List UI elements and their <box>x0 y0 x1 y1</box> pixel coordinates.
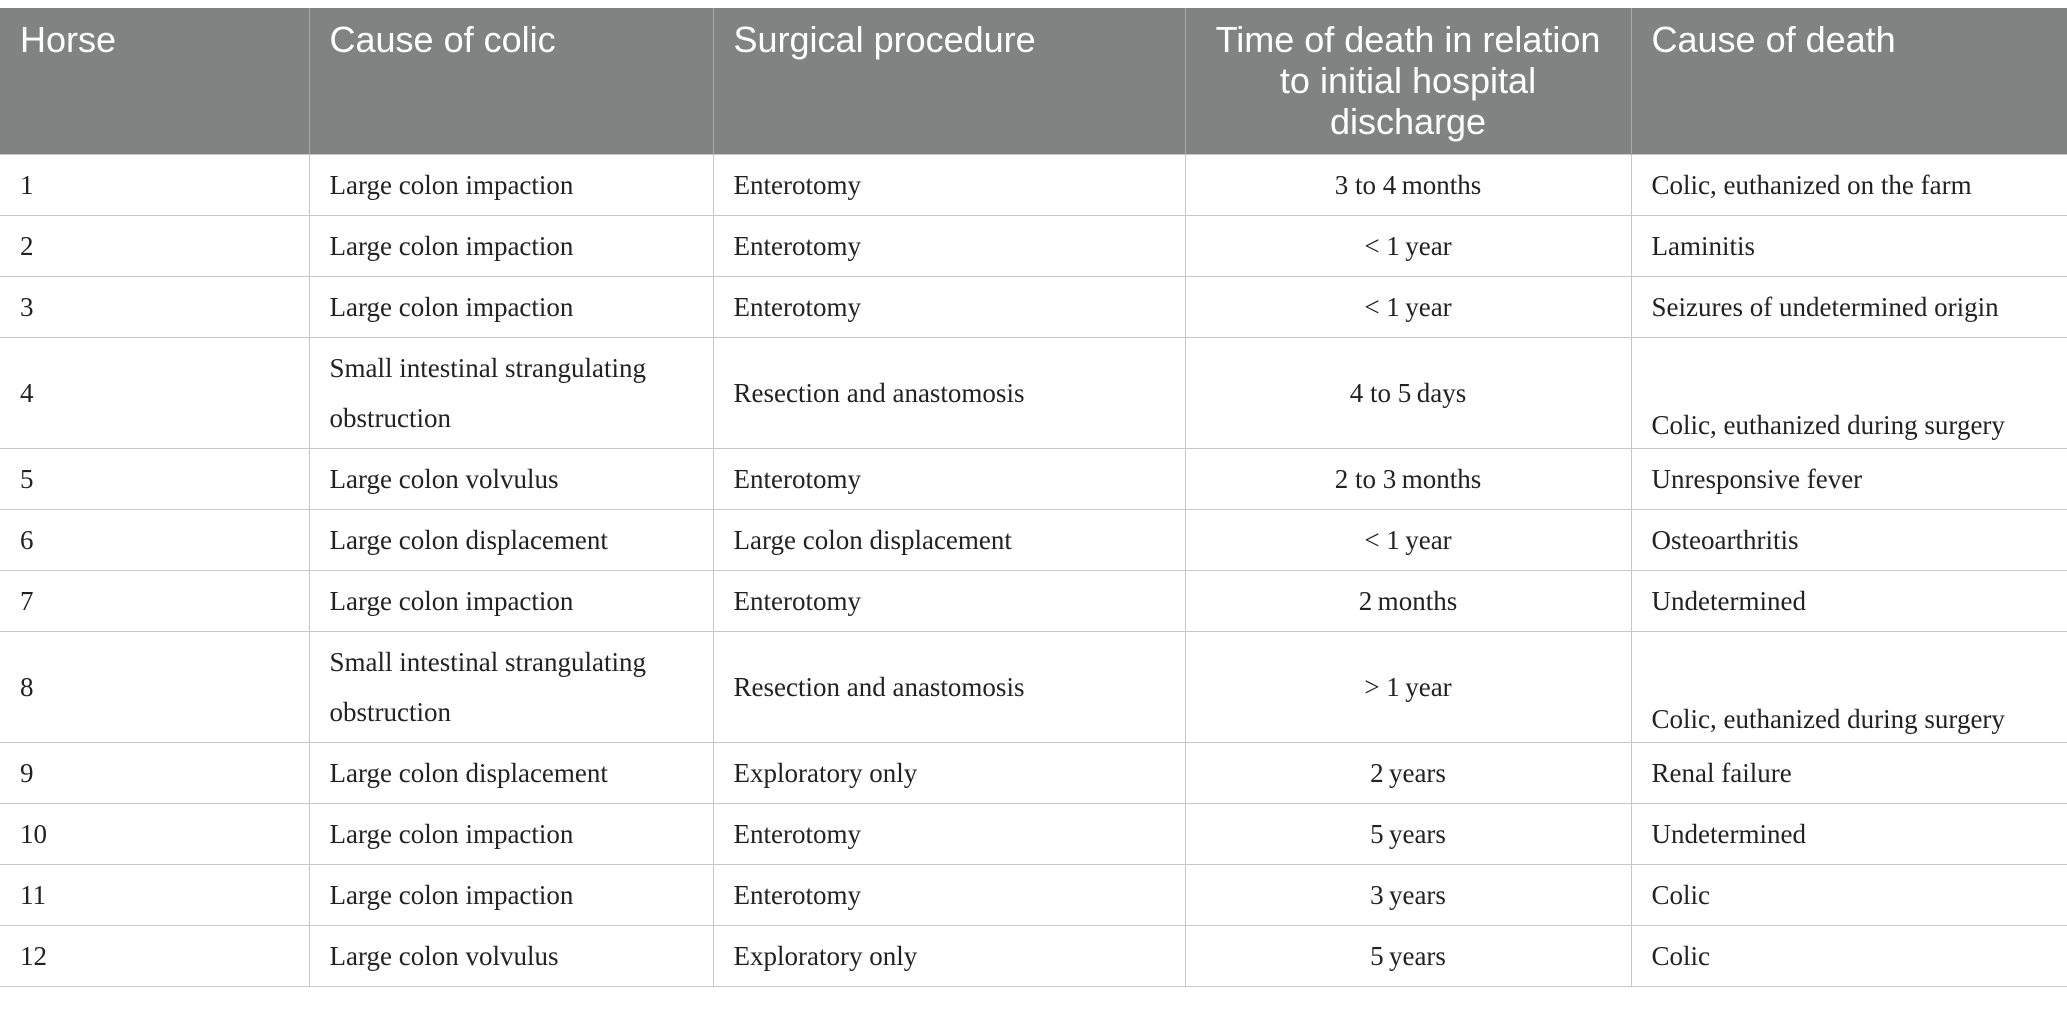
table-row <box>0 510 2067 571</box>
cell-surgical-procedure: Resection and anastomosis <box>713 632 1185 743</box>
cell-time-of-death: 3 to 4 months <box>1185 155 1631 216</box>
table-row <box>0 571 2067 632</box>
cell-horse: 9 <box>0 743 309 804</box>
cell-cause-of-colic: Large colon impaction <box>309 571 713 632</box>
cell-horse: 4 <box>0 338 309 449</box>
cell-cause-of-colic: Large colon displacement <box>309 510 713 571</box>
cell-cause-of-colic: Large colon volvulus <box>309 449 713 510</box>
cell-time-of-death: < 1 year <box>1185 216 1631 277</box>
table-row <box>0 338 2067 449</box>
table-row <box>0 155 2067 216</box>
cell-time-of-death: < 1 year <box>1185 510 1631 571</box>
cell-time-of-death: 3 years <box>1185 865 1631 926</box>
cell-time-of-death: 4 to 5 days <box>1185 338 1631 449</box>
cell-cause-of-colic: Large colon volvulus <box>309 926 713 987</box>
cell-cause-of-colic: Large colon displacement <box>309 743 713 804</box>
table-body <box>0 155 2067 987</box>
cell-cause-of-death: Colic <box>1631 926 2067 987</box>
cell-horse: 6 <box>0 510 309 571</box>
table-row <box>0 743 2067 804</box>
cell-horse: 10 <box>0 804 309 865</box>
cell-horse: 11 <box>0 865 309 926</box>
header-cause-of-colic: Cause of colic <box>309 8 713 155</box>
cell-time-of-death: 5 years <box>1185 926 1631 987</box>
cell-time-of-death: 2 months <box>1185 571 1631 632</box>
cell-time-of-death: 5 years <box>1185 804 1631 865</box>
cell-surgical-procedure: Enterotomy <box>713 571 1185 632</box>
header-time-of-death: Time of death in relation to initial hospital discharge <box>1185 8 1631 155</box>
cell-horse: 5 <box>0 449 309 510</box>
cell-surgical-procedure: Enterotomy <box>713 865 1185 926</box>
table-row <box>0 632 2067 743</box>
table-row <box>0 216 2067 277</box>
cell-cause-of-colic: Large colon impaction <box>309 865 713 926</box>
cell-cause-of-death: Osteoarthritis <box>1631 510 2067 571</box>
cell-horse: 2 <box>0 216 309 277</box>
cell-time-of-death: > 1 year <box>1185 632 1631 743</box>
cell-horse: 12 <box>0 926 309 987</box>
cell-cause-of-death: Colic, euthanized on the farm <box>1631 155 2067 216</box>
cell-cause-of-death: Unresponsive fever <box>1631 449 2067 510</box>
header-cause-of-death: Cause of death <box>1631 8 2067 155</box>
cell-horse: 3 <box>0 277 309 338</box>
horse-mortality-table <box>0 8 2067 987</box>
cell-cause-of-death: Colic, euthanized during surgery <box>1631 632 2067 743</box>
cell-cause-of-death: Undetermined <box>1631 571 2067 632</box>
cell-cause-of-colic: Small intestinal strangulating obstruction <box>309 632 713 743</box>
cell-surgical-procedure: Exploratory only <box>713 743 1185 804</box>
table-header <box>0 8 2067 155</box>
cell-surgical-procedure: Large colon displacement <box>713 510 1185 571</box>
cell-horse: 7 <box>0 571 309 632</box>
cell-surgical-procedure: Enterotomy <box>713 155 1185 216</box>
cell-surgical-procedure: Resection and anastomosis <box>713 338 1185 449</box>
header-horse: Horse <box>0 8 309 155</box>
cell-cause-of-death: Colic, euthanized during surgery <box>1631 338 2067 449</box>
cell-surgical-procedure: Enterotomy <box>713 449 1185 510</box>
cell-cause-of-colic: Large colon impaction <box>309 277 713 338</box>
cell-cause-of-death: Seizures of undetermined origin <box>1631 277 2067 338</box>
cell-horse: 1 <box>0 155 309 216</box>
cell-surgical-procedure: Enterotomy <box>713 216 1185 277</box>
cell-cause-of-death: Colic <box>1631 865 2067 926</box>
header-row <box>0 8 2067 155</box>
table-row <box>0 865 2067 926</box>
table-row <box>0 926 2067 987</box>
cell-cause-of-death: Laminitis <box>1631 216 2067 277</box>
cell-surgical-procedure: Enterotomy <box>713 804 1185 865</box>
cell-surgical-procedure: Exploratory only <box>713 926 1185 987</box>
cell-time-of-death: 2 years <box>1185 743 1631 804</box>
cell-cause-of-colic: Large colon impaction <box>309 155 713 216</box>
cell-time-of-death: 2 to 3 months <box>1185 449 1631 510</box>
cell-time-of-death: < 1 year <box>1185 277 1631 338</box>
table-row <box>0 804 2067 865</box>
cell-cause-of-colic: Large colon impaction <box>309 216 713 277</box>
cell-surgical-procedure: Enterotomy <box>713 277 1185 338</box>
table-row <box>0 449 2067 510</box>
cell-cause-of-death: Undetermined <box>1631 804 2067 865</box>
cell-cause-of-colic: Small intestinal strangulating obstruction <box>309 338 713 449</box>
header-surgical-procedure: Surgical procedure <box>713 8 1185 155</box>
cell-horse: 8 <box>0 632 309 743</box>
table-row <box>0 277 2067 338</box>
cell-cause-of-death: Renal failure <box>1631 743 2067 804</box>
cell-cause-of-colic: Large colon impaction <box>309 804 713 865</box>
results-table-container <box>0 8 2067 987</box>
